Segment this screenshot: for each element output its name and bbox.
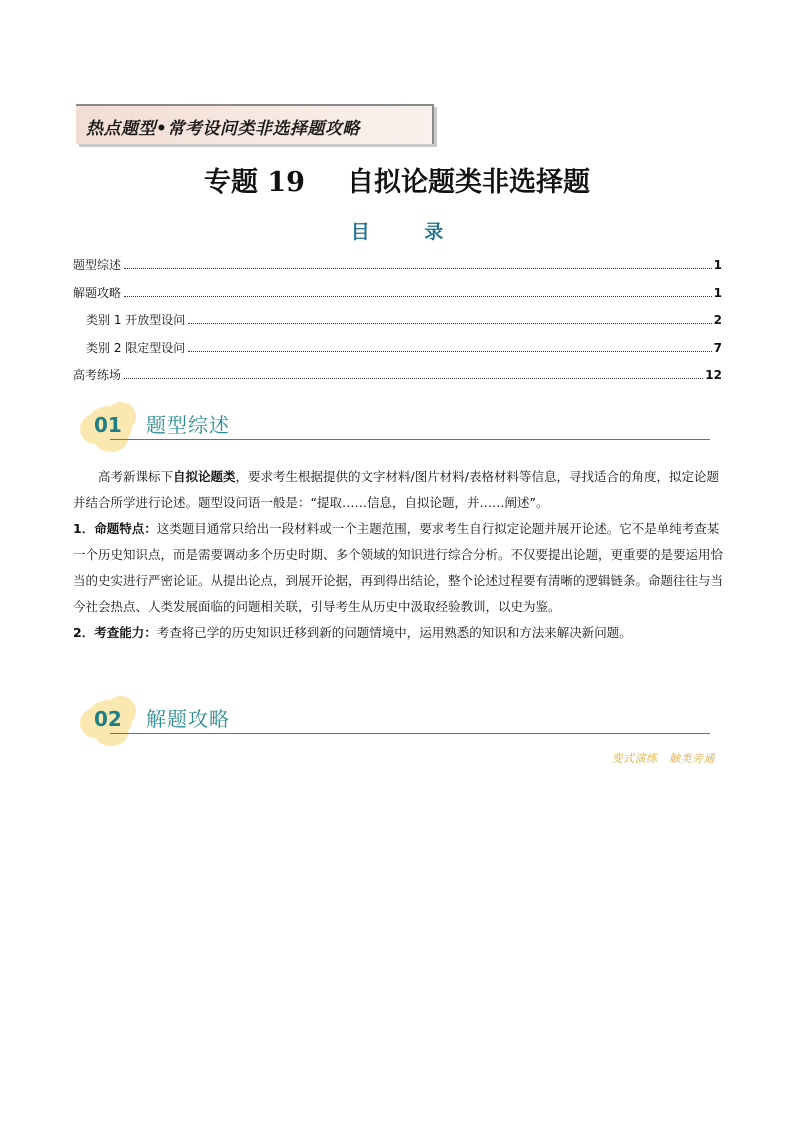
intro-paragraph	[73, 464, 723, 516]
section-divider	[110, 439, 710, 440]
toc-entry[interactable]	[73, 256, 722, 284]
toc-label: 高考练场	[73, 368, 122, 382]
toc-leader	[124, 378, 703, 379]
section-divider	[110, 733, 710, 734]
section-badge	[80, 690, 136, 746]
section-badge	[80, 396, 136, 452]
toc-page: 12	[705, 368, 722, 382]
header-banner	[76, 104, 434, 144]
toc-label: 解题攻略	[73, 285, 122, 300]
title-name: 自拟论题类非选择题	[346, 167, 590, 198]
page-title	[0, 160, 794, 199]
point-2-label: 2．考查能力：	[73, 625, 157, 640]
section-heading-strategy	[80, 690, 720, 750]
toc-page: 1	[713, 285, 722, 300]
point-2	[73, 620, 723, 646]
point-1-text: 这类题目通常只给出一段材料或一个主题范围，要求考生自行拟定论题并展开论述。它不是单纯考查某一个历史知识点，而是需要调动多个历史时期、多个领域的知识进行综合分析。不仅要提出论题，更重要的是要运用恰当的史实进行严密论证。从提出论点，到展开论据，再到得出结论，整个论述过程要有清晰的逻辑链条。命题往往与当今社会热点、人类发展面临的问题相关联，引导考生从历史中汲取经验教训，以史为鉴。	[73, 521, 724, 614]
toc-leader	[124, 296, 712, 297]
section-tagline: 变式演练 触类旁通	[611, 752, 715, 765]
point-1-label: 1．命题特点：	[73, 521, 157, 536]
toc-entry[interactable]	[73, 311, 722, 339]
toc-heading: 目 录	[350, 221, 468, 243]
point-2-text: 考查将已学的历史知识迁移到新的问题情境中，运用熟悉的知识和方法来解决新问题。	[156, 625, 632, 640]
intro-rest: ，要求考生根据提供的文字材料/图片材料/表格材料等信息，寻找适合的角度，拟定论题并结合所学进行论述。题型设问语一般是：“提取……信息，自拟论题，并……阐述”。	[73, 469, 719, 510]
toc-entry[interactable]	[73, 366, 722, 394]
table-of-contents	[73, 256, 722, 394]
section-title: 题型综述	[146, 413, 230, 437]
intro-prefix: 高考新课标下	[98, 469, 174, 484]
toc-leader	[124, 268, 712, 269]
title-number: 专题 19	[204, 167, 305, 198]
toc-label: 类别 2 限定型设问	[86, 340, 186, 355]
toc-page: 2	[713, 313, 722, 327]
section-number: 01	[94, 413, 122, 437]
toc-leader	[188, 323, 711, 324]
toc-page: 7	[713, 340, 722, 355]
section-heading-overview	[80, 396, 720, 456]
toc-entry[interactable]	[73, 339, 722, 367]
overview-body	[73, 464, 723, 646]
toc-leader	[188, 351, 711, 352]
point-1	[73, 516, 723, 620]
toc-page: 1	[713, 258, 722, 272]
intro-bold: 自拟论题类	[173, 469, 236, 484]
toc-label: 类别 1 开放型设问	[86, 313, 186, 327]
toc-entry[interactable]	[73, 284, 722, 312]
banner-text: 热点题型•常考设问类非选择题攻略	[86, 119, 360, 139]
toc-label: 题型综述	[73, 258, 122, 272]
section-number: 02	[94, 707, 122, 731]
section-title: 解题攻略	[146, 707, 230, 731]
